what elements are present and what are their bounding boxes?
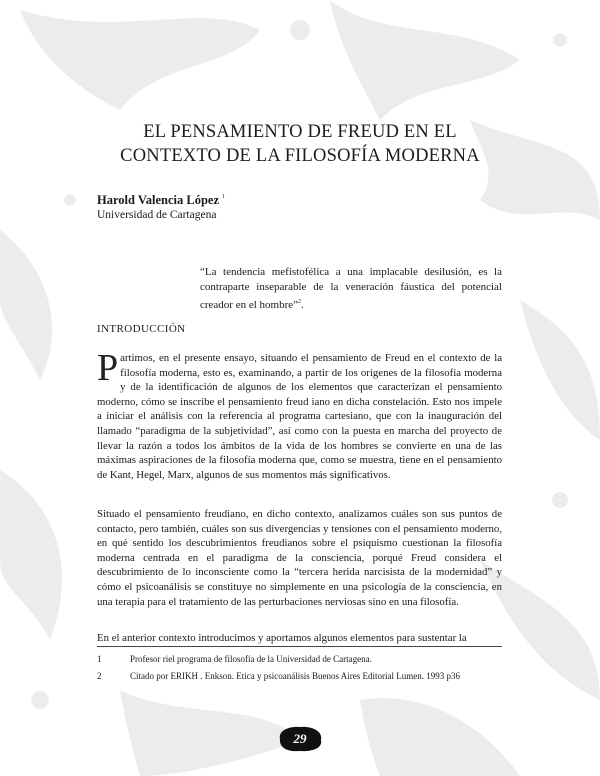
paragraph-2: Situado el pensamiento freudiano, en dicho contexto, analizamos cuáles son sus puntos de contacto, pero también, cuáles son sus divergencias y tensiones con el pensamiento moderno, en qué sentido los descubrimientos freudianos sobre el psiquismo cuestionan la filosofía moderna centrada en el paradigma de la consciencia, porqué Freud considera el descubrimiento de lo inconsciente como la “tercera herida narcisista de la modernidad” y cómo el psicoanálisis se constituye no simplemente en una psicología de la consciencia, en una terapia para el tratamiento de las perturbaciones nerviosas sino en una filosofía. bbox=[97, 508, 502, 608]
footnote-2 bbox=[97, 671, 460, 681]
page-number: 29 bbox=[293, 731, 307, 746]
epigraph-end: . bbox=[301, 299, 304, 311]
epigraph-text: “La tendencia mefistofélica a una implacable desilusión, es la contraparte inseparable de la veneración fáustica del potencial creador en el hombre” bbox=[200, 266, 502, 311]
footnote-1-text: Profesor riel programa de filosofía de la Universidad de Cartagena. bbox=[130, 654, 372, 664]
article-title bbox=[60, 120, 540, 168]
paragraph-3: En el anterior contexto introducimos y aportamos algunos elementos para sustentar la bbox=[97, 632, 467, 644]
footnote-2-number: 2 bbox=[97, 671, 102, 681]
title-line-1: EL PENSAMIENTO DE FREUD EN EL bbox=[143, 122, 457, 142]
author-footnote-mark: 1 bbox=[222, 194, 226, 200]
author-name bbox=[97, 193, 225, 208]
footnote-divider bbox=[97, 646, 502, 647]
footnote-2-text: Citado por ERIKH . Enkson. Etica y psicoanálisis Buenos Aires Editorial Lumen. 1993 p36 bbox=[130, 671, 460, 681]
paragraph-1-text: artimos, en el presente ensayo, situando el pensamiento de Freud en el contexto de la filosofía moderna, esto es, examinando, a partir de los orígenes de la filosofía moderna y de la identificación de algunos de los elementos que caracterizan el pensamiento moderno, cómo se inscribe el pensamiento freud iano en dicha constelación. Esto nos impele a iniciar el análisis con la referencia al programa cartesiano, que con la inauguración del llamado “paradigma de la subjetividad”, así como con la puesta en marcha del proyecto de llevar la razón a todos los ámbitos de la vida de los hombres se convierte en una de las máximas aspiraciones de la filosofía moderna que, como se muestra, tiene en el pensamiento de Kant, Hegel, Marx, algunos de sus momentos más significativos. bbox=[97, 352, 502, 481]
epigraph-footnote-mark: 2 bbox=[298, 299, 302, 305]
epigraph-quote bbox=[200, 265, 502, 313]
footnote-1 bbox=[97, 654, 372, 664]
author-affiliation: Universidad de Cartagena bbox=[97, 209, 217, 221]
author-name-text: Harold Valencia López bbox=[97, 193, 220, 207]
paragraph-1 bbox=[97, 347, 502, 482]
footnote-1-number: 1 bbox=[97, 654, 102, 664]
drop-cap: P bbox=[97, 347, 119, 389]
title-line-2: CONTEXTO DE LA FILOSOFÍA MODERNA bbox=[120, 146, 480, 166]
section-heading: INTRODUCCIÓN bbox=[97, 323, 186, 335]
